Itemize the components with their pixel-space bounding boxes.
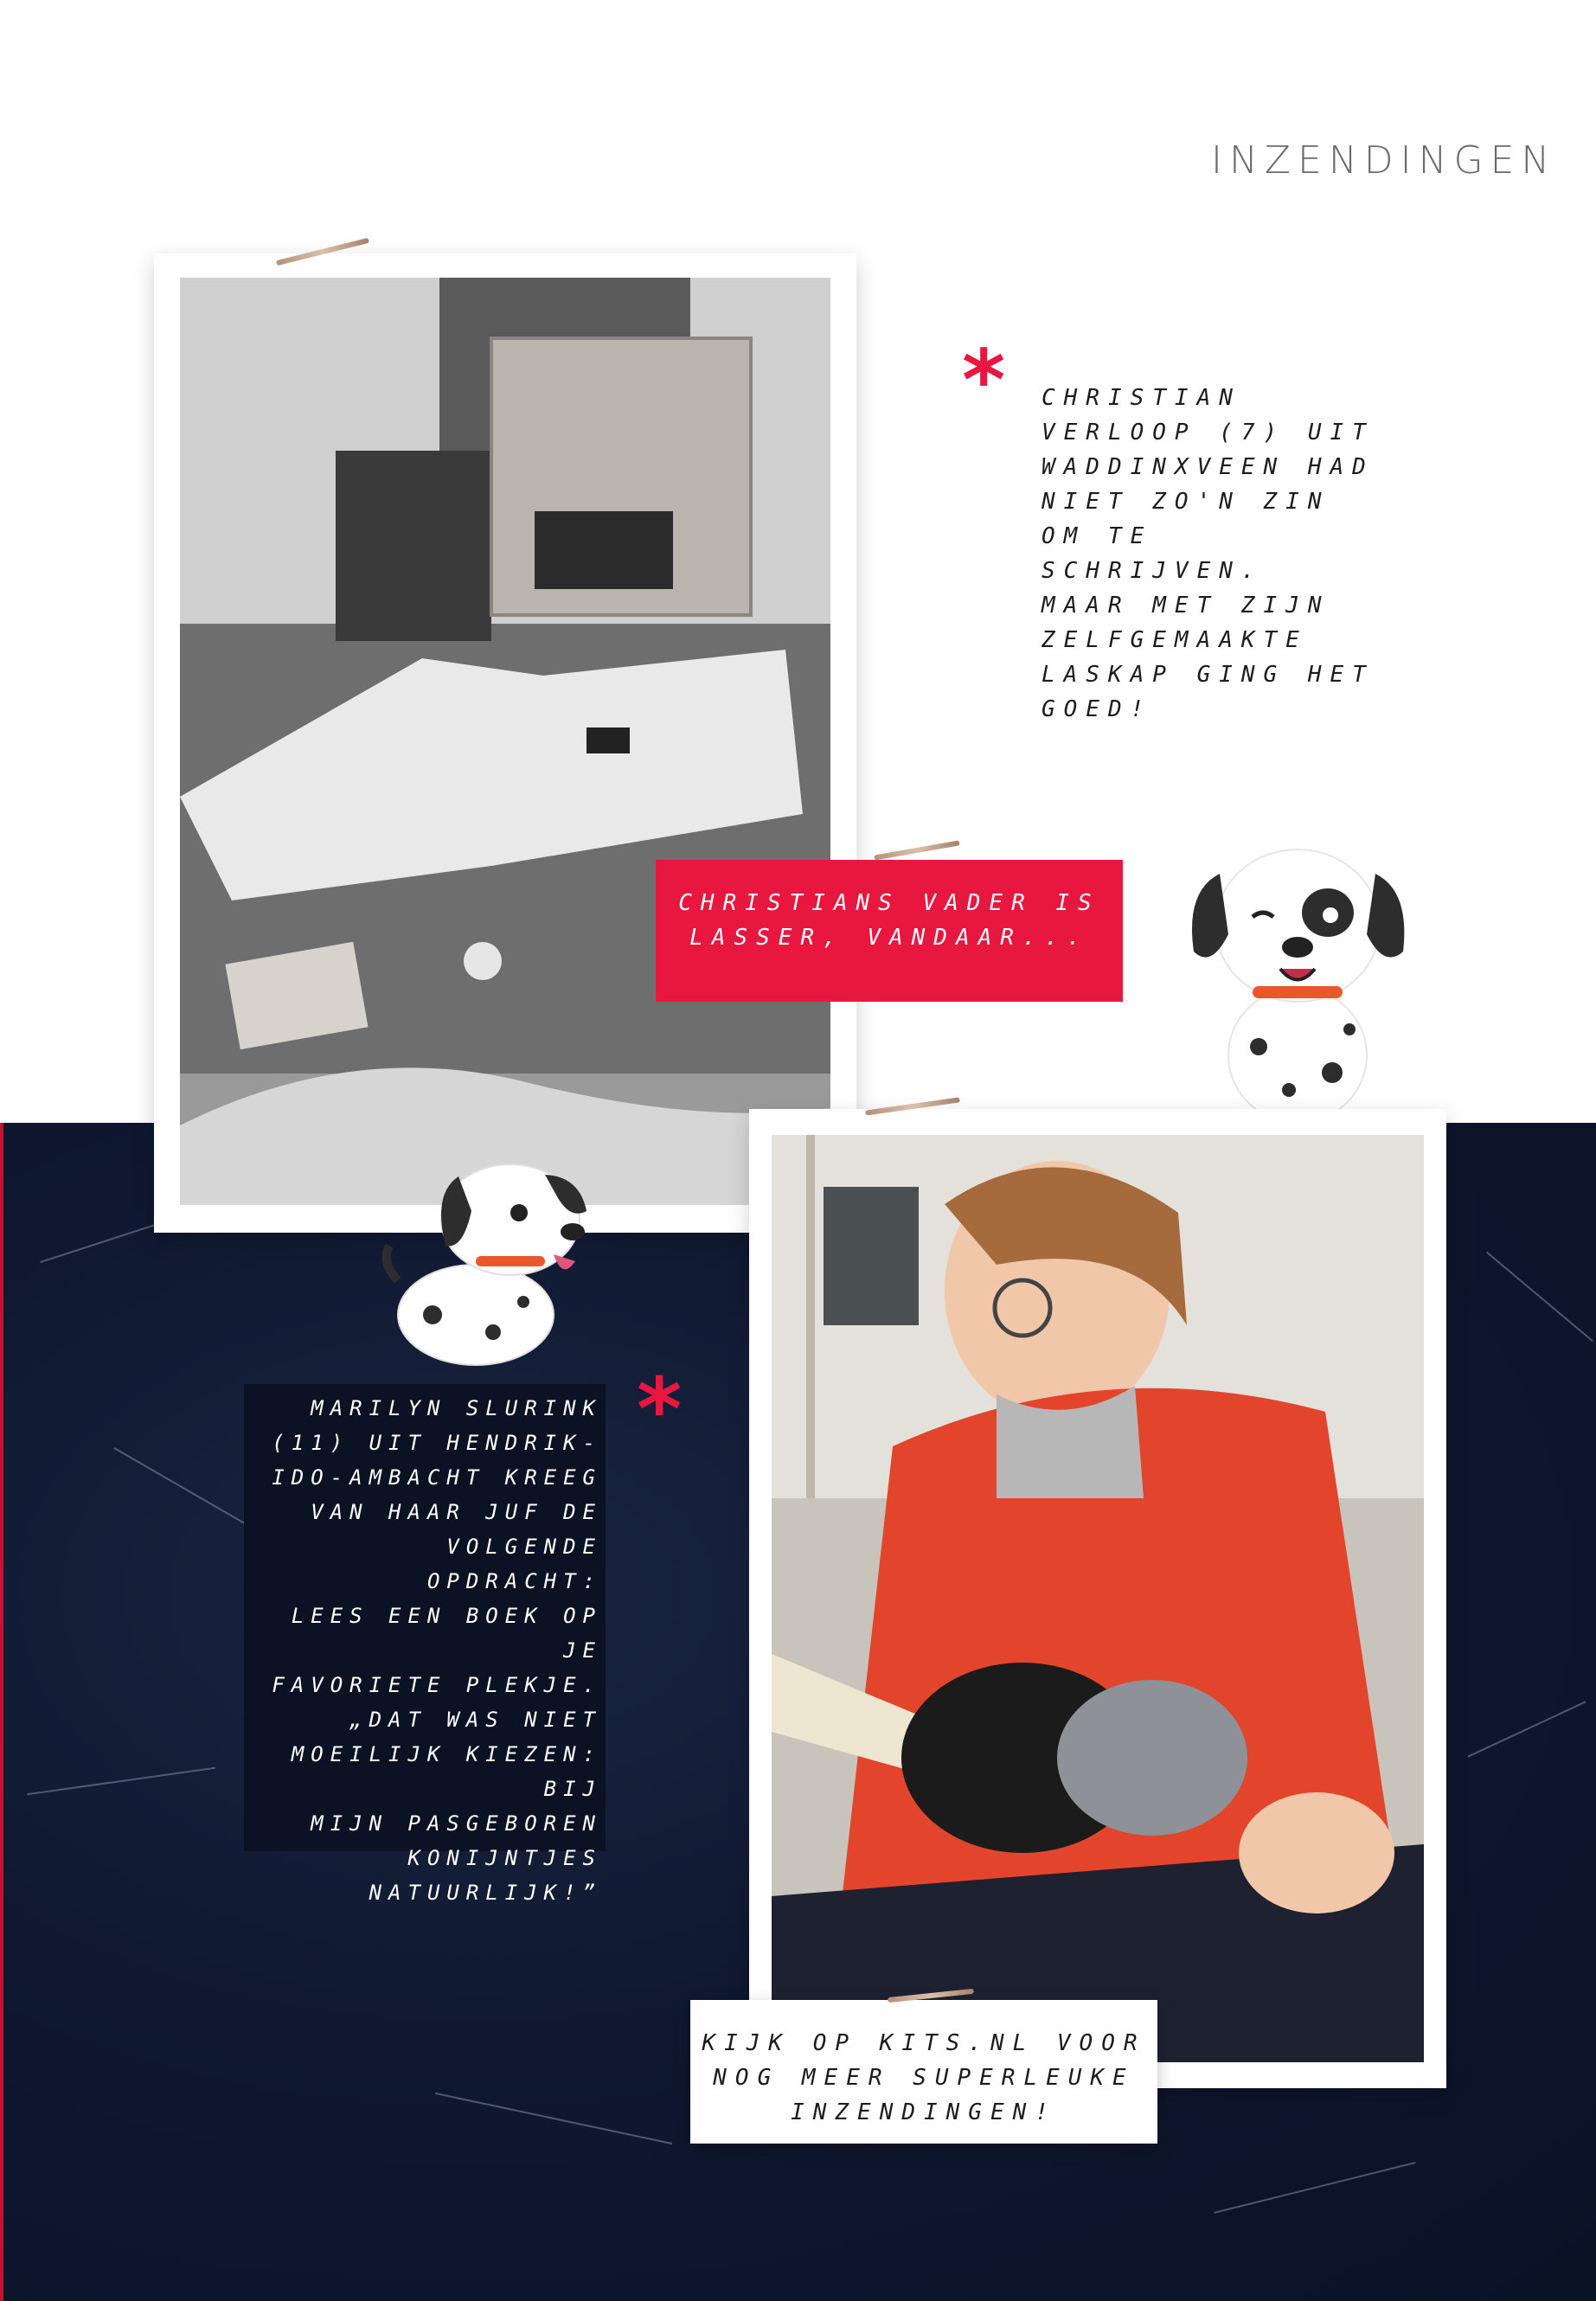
scratch-mark <box>1214 2162 1415 2214</box>
photo-christian-illustration <box>180 278 830 1205</box>
caption-line: VAN HAAR JUF DE <box>311 1500 602 1524</box>
label-line: NOG MEER SUPERLEUKE <box>713 2065 1135 2091</box>
caption-marilyn <box>260 1391 602 1910</box>
caption-line: CHRISTIAN <box>1042 385 1241 411</box>
label-line: INZENDINGEN! <box>791 2099 1057 2125</box>
caption-line: ZELFGEMAAKTE <box>1042 627 1308 653</box>
label-line: KIJK OP KITS.NL VOOR <box>702 2030 1146 2056</box>
label-christian-father <box>656 860 1123 1002</box>
caption-line: MAAR MET ZIJN <box>1042 593 1330 619</box>
caption-line: VERLOOP (7) UIT <box>1042 420 1375 445</box>
dalmatian-puppy-winking-icon <box>1176 839 1419 1133</box>
caption-line: OM TE SCHRIJVEN. <box>1042 523 1264 584</box>
caption-line: (11) UIT HENDRIK- <box>272 1431 602 1455</box>
caption-line: MIJN PASGEBOREN <box>311 1811 602 1836</box>
caption-line: LASKAP GING HET <box>1042 662 1375 688</box>
caption-line: LEES EEN BOEK OP JE <box>291 1604 602 1663</box>
section-title: INZENDINGEN <box>1211 138 1557 183</box>
caption-line: MOEILIJK KIEZEN: BIJ <box>291 1742 602 1801</box>
asterisk-icon: * <box>637 1359 683 1460</box>
photo-marilyn-frame <box>749 1109 1446 2088</box>
caption-line: KONIJNTJES <box>407 1846 602 1870</box>
label-line: LASSER, VANDAAR... <box>689 925 1089 951</box>
asterisk-icon: * <box>962 332 1006 429</box>
scratch-mark <box>114 1447 250 1527</box>
scratch-mark <box>1468 1701 1586 1757</box>
photo-christian-frame <box>154 253 856 1233</box>
caption-line: WADDINXVEEN HAD <box>1042 454 1375 480</box>
caption-line: NIET ZO'N ZIN <box>1042 489 1330 515</box>
caption-christian <box>1042 381 1388 727</box>
caption-line: GOED! <box>1042 696 1153 722</box>
photo-marilyn-illustration <box>772 1135 1424 2062</box>
dalmatian-puppy-tongue-icon <box>381 1159 623 1367</box>
scratch-mark <box>27 1767 215 1796</box>
scratch-mark <box>435 2093 672 2144</box>
caption-line: VOLGENDE OPDRACHT: <box>426 1535 602 1593</box>
caption-line: „DAT WAS NIET <box>349 1708 602 1732</box>
photo-marilyn <box>772 1135 1424 2062</box>
caption-line: MARILYN SLURINK <box>311 1396 602 1420</box>
label-kits-website <box>690 2000 1157 2144</box>
label-line: CHRISTIANS VADER IS <box>678 890 1100 916</box>
photo-christian <box>180 278 830 1205</box>
page-edge-accent <box>0 1123 3 2301</box>
caption-line: FAVORIETE PLEKJE. <box>272 1673 602 1697</box>
scratch-mark <box>1486 1252 1593 1342</box>
caption-line: IDO-AMBACHT KREEG <box>272 1465 602 1490</box>
caption-line: NATUURLIJK!” <box>369 1881 602 1905</box>
tape-strip <box>874 840 960 860</box>
